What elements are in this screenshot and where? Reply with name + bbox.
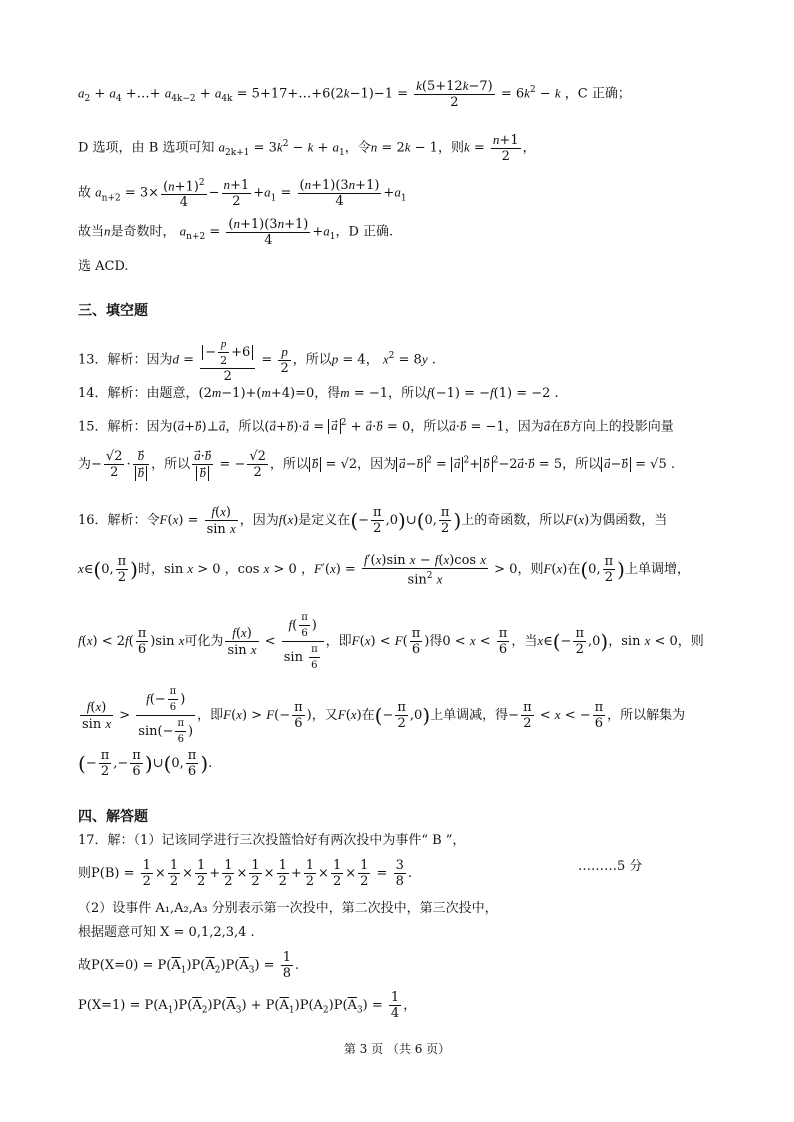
q16-solution-line-2: x∈(0, $\frac{\pi}{2}$ )时，sin x > 0 ，cos x > 0 ，F′(x) = $\frac{\text{f′(x)sin x − f(x)cos x}}{\sin^2 x}$ > 0，则F(x)在(0, $\frac{\pi}{2}$ )上单调增， — [78, 552, 690, 588]
q14-mid2: ，所以 — [388, 386, 428, 401]
q13-solution: 13．解析：因为d = − $\frac{p}{2}$ +6 2 = $\frac{p}{2}$ ，所以p = 4， $x^2 = 8y$ . — [78, 338, 436, 384]
q16-text-1: ，因为 — [239, 513, 279, 528]
q15-l2-text-1: ，所以 — [151, 457, 191, 472]
q16-l2-text-3: 在 — [567, 562, 581, 578]
q16-l4-text-1: ，即 — [197, 708, 224, 723]
q16-l2-text-2: ，则 — [517, 562, 544, 578]
line4-conclusion: ，D 正确. — [335, 224, 394, 240]
section-fill-in-heading: 三、填空题 — [78, 303, 148, 319]
line4-mid: 是奇数时， — [110, 224, 176, 240]
q15-l2-text-2: ，所以 — [269, 457, 309, 472]
q16-solution-line-3: f(x) < 2f( $\frac{\pi}{6}$ )sin x可化为 $\frac{f(x)}{\text{sin x}}$ < f( $\frac{\pi}{6}$ ) sin $\frac{\pi}{6}$ ，即F(x) < F( $\frac{\pi}{6}$ )得0 < x < $\frac{\pi}{6}$ ，当x∈(− $\frac{\pi}{2}$ ,0)，sin x < 0，则 — [78, 612, 704, 671]
q16-text-2: 是定义在 — [298, 513, 351, 528]
q17-line-4: 根据题意可知 X = 0,1,2,3,4 . — [78, 925, 255, 940]
q17-line-1: 17．解：（1）记该同学进行三次投篮恰好有两次投中为事件“ B ”， — [78, 833, 466, 848]
q17-score-marker: ………5 分 — [578, 859, 643, 874]
q16-solution-line-4: $\frac{f(x)}{\text{sin x}}$ > f(− $\frac{\pi}{6}$ ) sin(− $\frac{\pi}{6}$ ) ，即F(x) > F(− $\frac{\pi}{6}$ )，又F(x)在(− $\frac{\pi}{2}$ ,0)上单调减，得− $\frac{\pi}{2}$ < x < − $\frac{\pi}{6}$ ，所以解集为 — [82, 686, 686, 745]
solution-line-5: 选 ACD. — [78, 259, 129, 274]
q15-solution-line-2: 为− $\frac{√2}{2}$ · $\frac{b}{b}$ ，所以 $\frac{a⃗\cdot b}{b}$ = − $\frac{√2}{2}$ ，所以 b = √2，因为 a⃗−b $^2$ = a $^2$+ b $^2$−2a⃗·b⃗ = 5，所以 a⃗−b = √5 . — [78, 448, 675, 480]
solution-line-4: 故当n是奇数时， $a_{n+2}$ = $\frac{(n+1)(3n+1)}{4}$ $+a_1$，D 正确. — [78, 216, 394, 248]
q15-solution-line-1: 15．解析：因为(a⃗+b⃗)⊥a，所以(a⃗+b⃗)·a⃗ = a $^2$ + a⃗·b⃗ = 0，所以a⃗·b⃗ = −1，因为a在b方向上的投影向量 — [78, 418, 674, 435]
q16-l3-text-1: 可化为 — [184, 634, 224, 649]
q17-l5-prefix: 故 — [78, 958, 92, 973]
q16-text-4: 为偶函数，当 — [589, 513, 668, 528]
q13-end: ， — [365, 352, 379, 368]
q14-mid: ，得 — [314, 386, 341, 401]
solution-line-2: D 选项，由 B 选项可知 $a_{2k+1} = 3k^2 - k + a_1$，令n = 2k − 1，则k = $\frac{n+1}{2}$ ， — [78, 132, 536, 164]
q16-l3-text-2: ，即 — [325, 634, 352, 649]
q16-solution-line-1: 16．解析：令F(x) = $\frac{f(x)}{\text{sin x}}$ ，因为f(x)是定义在(− $\frac{\pi}{2}$ ,0)∪(0, $\frac{\pi}{2}$ )上的奇函数，所以F(x)为偶函数，当 — [78, 504, 668, 537]
q14-label: 14．解析：由题意， — [78, 386, 199, 401]
q15-text-1: ，所以 — [225, 419, 265, 435]
q15-l2-prefix: 为 — [78, 457, 92, 472]
q17-line-6: $P(X=1) = P(A_1)P(\overline{A}_2)P(\overline{A}_3) + P(\overline{A}_1)P(A_2)P(\overline{A}_3)$ = $\frac{1}{4}$ ， — [78, 990, 417, 1021]
q15-text-5: 方向上的投影向量 — [569, 419, 674, 435]
page-footer: 第 3 页 （共 6 页） — [343, 1042, 451, 1056]
solution-line-3: 故 $a_{n+2} = 3\times$ $\frac{(n+1)^2}{4}$ − $\frac{n+1}{2}$ $+a_1$ = $\frac{(n+1)(3n+1)}{4}$ $+a_1$ — [78, 177, 407, 211]
q16-solution-set: (− $\frac{\pi}{2}$ ,− $\frac{\pi}{6}$ )∪(0, $\frac{\pi}{6}$ ). — [78, 748, 213, 779]
q17-line-2: 则P(B) = $\frac{1}{2}$ × $\frac{1}{2}$ × $\frac{1}{2}$ + $\frac{1}{2}$ × $\frac{1}{2}$ × $\frac{1}{2}$ + $\frac{1}{2}$ × $\frac{1}{2}$ × $\frac{1}{2}$ = $\frac{3}{8}$ . ………5 分 — [78, 858, 643, 889]
q15-text-2: ，所以 — [410, 419, 450, 435]
q17-l2-prefix: 则 — [78, 866, 92, 881]
q16-l3-text-5: ，则 — [677, 634, 704, 649]
q16-text-3: 上的奇函数，所以 — [461, 513, 566, 528]
q16-l3-text-3: 得 — [429, 634, 443, 649]
line2-mid: ，令 — [344, 140, 371, 156]
line2-prefix: D 选项，由 B 选项可知 — [78, 140, 215, 156]
q16-l2-text-4: 上单调增， — [624, 562, 690, 578]
q16-l4-text-3: 在 — [361, 708, 375, 723]
line2-mid2: ，则 — [437, 140, 464, 156]
q16-l2-text-1: 时， — [137, 562, 164, 578]
q13-mid: ，所以 — [292, 352, 332, 368]
q16-l3-text-4: ，当 — [511, 634, 538, 649]
line1-conclusion: ，C 正确； — [564, 86, 631, 102]
line3-prefix: 故 — [78, 185, 92, 201]
q15-l2-text-4: ，所以 — [562, 457, 602, 472]
q15-text-4: 在 — [550, 419, 564, 435]
q17-line-3: （2）设事件 A₁,A₂,A₃ 分别表示第一次投中，第二次投中，第三次投中， — [78, 901, 498, 916]
q15-text-3: ，因为 — [504, 419, 544, 435]
q14-solution: 14．解析：由题意，(2m−1)+(m+4)=0，得m = −1，所以f(−1) = −f(1) = −2 . — [78, 385, 559, 401]
line4-prefix: 故当 — [78, 224, 105, 240]
q15-l2-text-3: ，因为 — [357, 457, 397, 472]
q16-l4-text-4: 上单调减，得 — [430, 708, 509, 723]
q16-label: 16．解析：令 — [78, 513, 160, 528]
section-answer-heading: 四、解答题 — [78, 809, 148, 825]
q13-label: 13．解析：因为 — [78, 352, 173, 368]
q17-line-5: 故$P(X=0) = P(\overline{A}_1)P(\overline{A}_2)P(\overline{A}_3)$ = $\frac{1}{8}$ . — [78, 950, 300, 981]
solution-line-1: $a_2 + a_4$ +…+ $a_{4k-2} + a_{4k}$ = 5+17+…+6(2k−1)−1 = $\frac{k(5+12k-7)}{2}$ = $6k^2 - k$ ，C 正确； — [78, 78, 631, 110]
q16-l4-text-5: ，所以解集为 — [607, 708, 686, 723]
q15-label: 15．解析：因为 — [78, 419, 173, 435]
q16-l4-text-2: ，又 — [311, 708, 338, 723]
